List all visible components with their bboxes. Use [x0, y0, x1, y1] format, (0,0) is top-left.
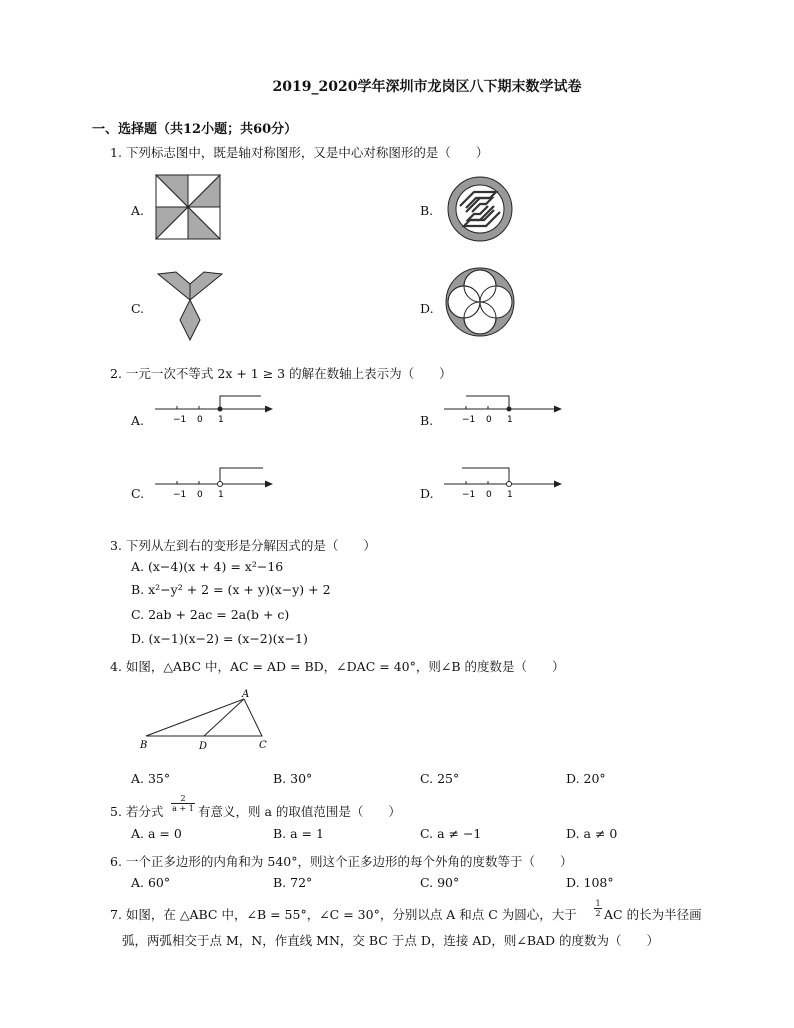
q5-option-c: C. a ≠ −1: [420, 826, 482, 841]
q6-option-d: D. 108°: [566, 875, 614, 890]
question-7-line1-a: 7. 如图，在 △ABC 中，∠B = 55°，∠C = 30°，分别以点 A 和点 C 为圆心，大于: [110, 907, 577, 922]
section-heading: 一、选择题（共12小题；共60分）: [92, 122, 298, 137]
tick-label: 1: [507, 490, 513, 500]
three-rhombus-logo: [154, 272, 226, 342]
question-1-stem: 1. 下列标志图中，既是轴对称图形，又是中心对称图形的是（ ）: [110, 145, 489, 160]
point-label-b: B: [140, 740, 148, 751]
q3-option-c: C. 2ab + 2ac = 2a(b + c): [131, 607, 290, 622]
q3-option-b: B. x²−y² + 2 = (x + y)(x−y) + 2: [131, 582, 331, 597]
question-6-stem: 6. 一个正多边形的内角和为 540°，则这个正多边形的每个外角的度数等于（ ）: [110, 854, 573, 869]
fraction-denominator: a + 1: [172, 804, 194, 813]
tick-label: 1: [218, 415, 224, 425]
q6-option-c: C. 90°: [420, 875, 460, 890]
q5-option-b: B. a = 1: [273, 826, 324, 841]
number-line-a: [155, 392, 277, 426]
q1-label-d: D.: [420, 301, 434, 316]
question-7-line2: 弧，两弧相交于点 M，N，作直线 MN，交 BC 于点 D，连接 AD，则∠BAD 的度数为（ ）: [122, 933, 660, 948]
q3-option-a: A. (x−4)(x + 4) = x²−16: [131, 559, 284, 574]
tick-label: 0: [486, 415, 492, 425]
circle-logo: [446, 176, 514, 242]
point-label-c: C: [259, 740, 267, 751]
question-2-stem: 2. 一元一次不等式 2x + 1 ≥ 3 的解在数轴上表示为（ ）: [110, 366, 452, 381]
q4-option-d: D. 20°: [566, 771, 606, 786]
q3-option-d: D. (x−1)(x−2) = (x−2)(x−1): [131, 631, 308, 646]
tick-label: −1: [173, 415, 187, 425]
fraction-one-half: [594, 899, 602, 918]
fraction-numerator: 2: [171, 794, 195, 804]
q2-label-b: B.: [420, 413, 434, 428]
question-7-line1-b: AC 的长为半径画: [604, 907, 702, 922]
question-3-stem: 3. 下列从左到右的变形是分解因式的是（ ）: [110, 538, 376, 553]
tick-label: −1: [462, 415, 476, 425]
tick-label: 0: [197, 415, 203, 425]
q4-option-b: B. 30°: [273, 771, 313, 786]
tick-label: 1: [507, 415, 513, 425]
q5-option-a: A. a = 0: [131, 826, 182, 841]
point-label-a: A: [242, 689, 250, 700]
q4-option-a: A. 35°: [131, 771, 171, 786]
q1-label-c: C.: [131, 301, 145, 316]
q2-label-d: D.: [420, 486, 434, 501]
fraction-2-over-a-plus-1: [171, 794, 195, 813]
tick-label: 1: [218, 490, 224, 500]
tick-label: −1: [173, 490, 187, 500]
q5-option-d: D. a ≠ 0: [566, 826, 618, 841]
question-5-stem-a: 5. 若分式: [110, 804, 164, 819]
q6-option-b: B. 72°: [273, 875, 313, 890]
point-label-d: D: [199, 741, 208, 752]
number-line-d: [444, 465, 566, 499]
q2-label-a: A.: [131, 413, 145, 428]
tick-label: −1: [462, 490, 476, 500]
triangle-figure: [138, 688, 273, 752]
question-4-stem: 4. 如图，△ABC 中，AC = AD = BD，∠DAC = 40°，则∠B 的度数是（ ）: [110, 659, 565, 674]
fraction-numerator: 1: [595, 899, 601, 908]
page-title: 2019_2020学年深圳市龙岗区八下期末数学试卷: [272, 79, 582, 95]
q1-label-b: B.: [420, 203, 434, 218]
number-line-c: [155, 465, 277, 499]
question-5-stem-b: 有意义，则 a 的取值范围是（ ）: [198, 804, 401, 819]
petal-circle-logo: [444, 266, 516, 338]
pinwheel-logo: [155, 174, 221, 240]
q1-label-a: A.: [131, 203, 145, 218]
q6-option-a: A. 60°: [131, 875, 171, 890]
tick-label: 0: [197, 490, 203, 500]
tick-label: 0: [486, 490, 492, 500]
q4-option-c: C. 25°: [420, 771, 460, 786]
number-line-b: [444, 392, 566, 426]
q2-label-c: C.: [131, 486, 145, 501]
fraction-denominator: 2: [595, 909, 601, 918]
